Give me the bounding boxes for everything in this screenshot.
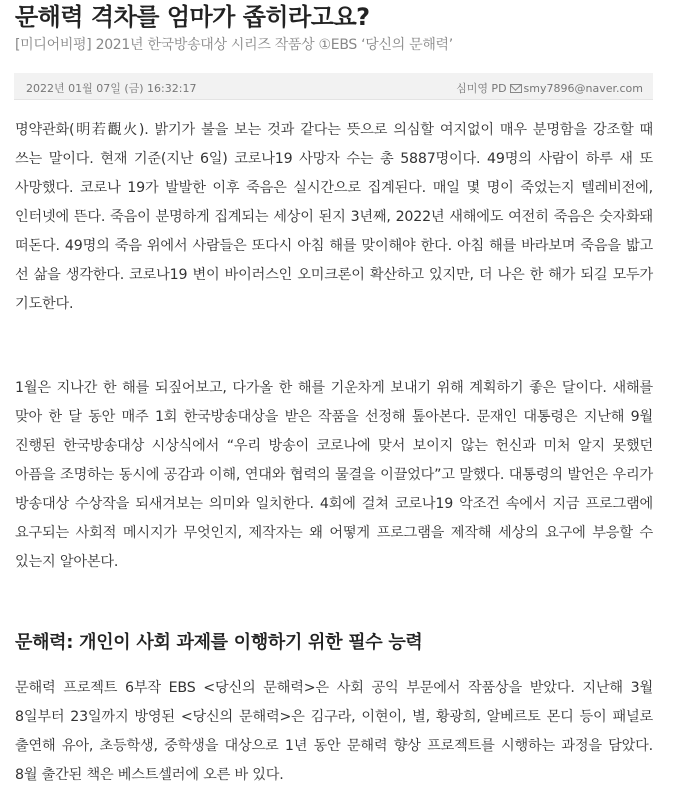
paragraph-1: 명약관화(明若觀火). 밝기가 불을 보는 것과 같다는 뜻으로 의심할 여지없이 매우 분명함을 강조할 때 쓰는 말이다. 현재 기준(지난 6일) 코로나19 사망자 수는 총 5887명이다. 49명의 사람이 하루 새 또 사망했다. 코로나 19가 발발한 이후 죽음은 실시간으로 집계된다. 매일 몇 명이 죽었는지 텔레비전에, 인터넷에 뜬다. 죽음이 분명하게 집계되는 세상이 된지 3년째, 2022년 새해에도 여전히 죽음은 숫자화돼 떠돈다. 49명의 죽음 위에서 사람들은 또다시 아침 해를 맞이해야 한다. 아침 해를 바라보며 죽음을 밟고 선 삶을 생각한다. 코로나19 변이 바이러스인 오미크론이 확산하고 있지만, 더 나은 한 해가 되길 모두가 기도한다.	[15, 122, 653, 312]
author-email[interactable]: smy7896@naver.com	[523, 82, 643, 95]
section-heading: 문해력: 개인이 사회 과제를 이행하기 위한 필수 능력	[15, 632, 423, 653]
mail-icon	[510, 84, 522, 93]
publish-date: 2022년 01월 07일 (금) 16:32:17	[26, 82, 197, 95]
paragraph-2: 1월은 지나간 한 해를 되짚어보고, 다가올 한 해를 기운차게 보내기 위해 계획하기 좋은 달이다. 새해를 맞아 한 달 동안 매주 1회 한국방송대상을 받은 작품을 선정해 톺아본다. 문재인 대통령은 지난해 9월 진행된 한국방송대상 시상식에서 “우리 방송이 코로나에 맞서 보이지 않는 헌신과 미처 알지 못했던 아픔을 조명하는 동시에 공감과 이해, 연대와 협력의 물결을 이끌었다”고 말했다. 대통령의 발언은 우리가 방송대상 수상작을 되새겨보는 의미와 일치한다. 4회에 걸쳐 코로나19 악조건 속에서 지금 프로그램에 요구되는 사회적 메시지가 무엇인지, 제작자는 왜 어떻게 프로그램을 제작해 세상의 요구에 부응할 수 있는지 알아본다.	[15, 380, 653, 570]
article-subtitle: [미디어비평] 2021년 한국방송대상 시리즈 작품상 ①EBS ‘당신의 문해력’	[15, 37, 453, 53]
section-paragraph: 문해력 프로젝트 6부작 EBS <당신의 문해력>은 사회 공익 부문에서 작품상을 받았다. 지난해 3월 8일부터 23일까지 방영된 <당신의 문해력>은 김구라, 이현이, 별, 황광희, 알베르토 몬디 등이 패널로 출연해 유아, 초등학생, 중학생을 대상으로 1년 동안 문해력 향상 프로젝트를 시행하는 과정을 담았다. 8월 출간된 책은 베스트셀러에 오른 바 있다.	[15, 680, 653, 783]
article-meta-bar	[14, 73, 653, 100]
article-headline: 문해력 격차를 엄마가 좁히라고요?	[15, 3, 370, 31]
author-info	[456, 80, 643, 96]
author-name: 심미영 PD	[456, 82, 507, 95]
